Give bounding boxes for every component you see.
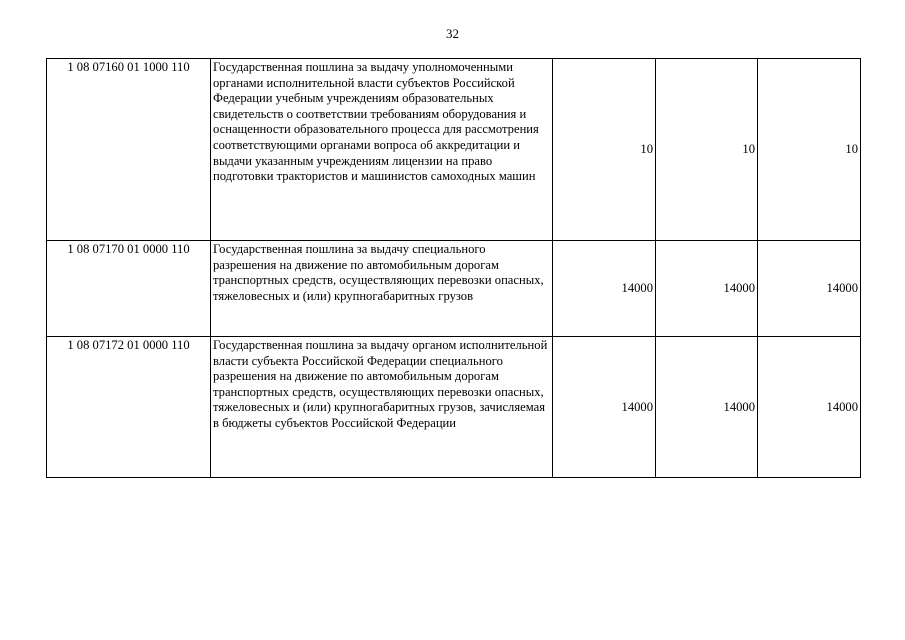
amount-year-3: 10 — [758, 59, 861, 241]
amount-year-2: 10 — [656, 59, 758, 241]
amount-year-3: 14000 — [758, 241, 861, 337]
budget-classification-code: 1 08 07172 01 0000 110 — [47, 337, 211, 478]
amount-year-2: 14000 — [656, 337, 758, 478]
budget-classification-code: 1 08 07160 01 1000 110 — [47, 59, 211, 241]
revenue-name: Государственная пошлина за выдачу органом исполнительной власти субъекта Российской Федерации специального разрешения на движение по автомобильным дорогам транспортных средств, осуществляющих перевозки опасных, тяжеловесных и (или) крупногабаритных грузов, зачисляемая в бюджеты субъектов Российской Федерации — [211, 337, 553, 478]
table-row — [47, 337, 861, 478]
amount-year-1: 10 — [553, 59, 656, 241]
amount-year-1: 14000 — [553, 241, 656, 337]
amount-year-1: 14000 — [553, 337, 656, 478]
revenue-name: Государственная пошлина за выдачу специального разрешения на движение по автомобильным дорогам транспортных средств, осуществляющих перевозки опасных, тяжеловесных и (или) крупногабаритных грузов — [211, 241, 553, 337]
amount-year-3: 14000 — [758, 337, 861, 478]
budget-revenue-table — [46, 58, 861, 478]
table-row — [47, 59, 861, 241]
amount-year-2: 14000 — [656, 241, 758, 337]
page-number: 32 — [446, 26, 459, 41]
revenue-name: Государственная пошлина за выдачу уполномоченными органами исполнительной власти субъектов Российской Федерации учебным учреждениям образовательных свидетельств о соответствии требованиям оборудования и оснащенности образовательного процесса для рассмотрения соответствующими органами вопроса об аккредитации и выдачи указанным учреждениям лицензии на право подготовки трактористов и машинистов самоходных машин — [211, 59, 553, 241]
budget-classification-code: 1 08 07170 01 0000 110 — [47, 241, 211, 337]
table-row — [47, 241, 861, 337]
